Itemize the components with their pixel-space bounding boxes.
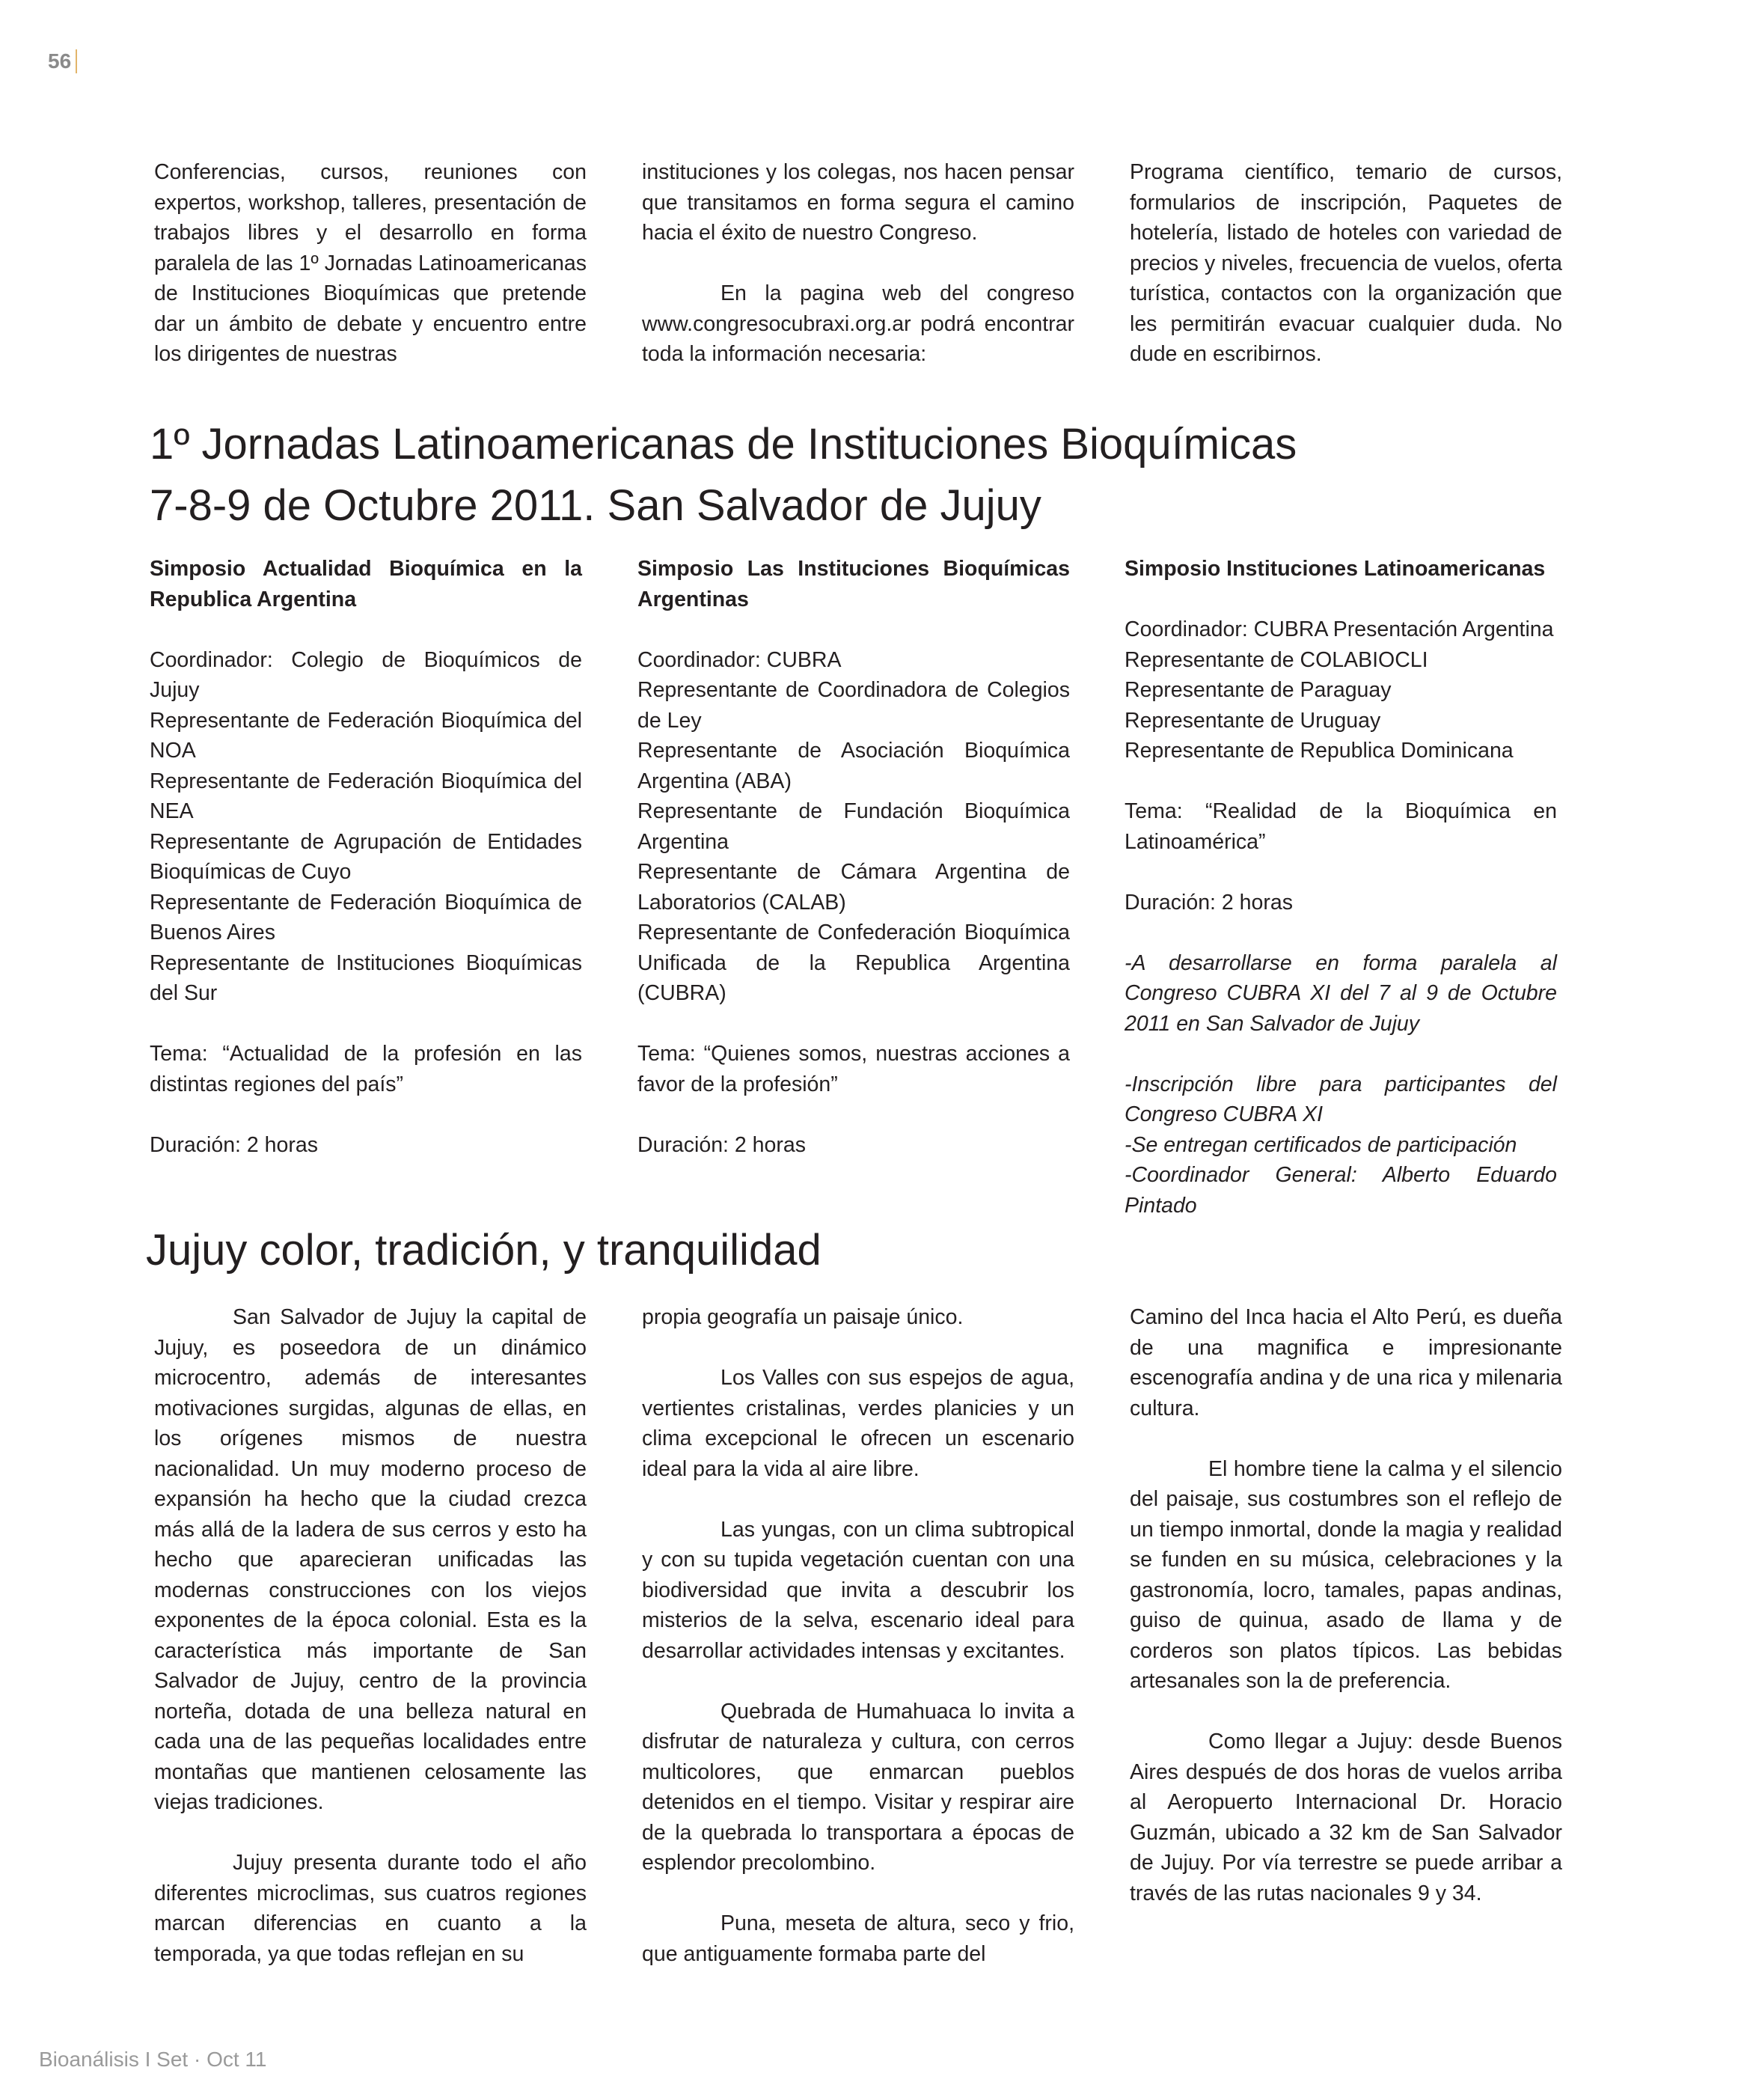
jujuy-column-2 (642, 1302, 1074, 1969)
jujuy-paragraph: Quebrada de Humahuaca lo invita a disfrutar de naturaleza y cultura, con cerros multicolores, que enmarcan pueblos detenidos en el tiempo. Visitar y respirar aire de la quebrada lo transportara a épocas de esplendor precolombino. (642, 1699, 1074, 1875)
symposium-duration: Duración: 2 horas (150, 1132, 318, 1157)
jujuy-paragraph: Las yungas, con un clima subtropical y con su tupida vegetación cuentan con una biodiversidad que invita a descubrir los misterios de la selva, escenario ideal para desarrollar actividades intensas y excitantes. (642, 1517, 1074, 1663)
symposium-note: -Inscripción libre para participantes del Congreso CUBRA XI (1125, 1072, 1557, 1126)
symposium-representative: Representante de Federación Bioquímica del NOA (150, 708, 582, 763)
jujuy-paragraph: Puna, meseta de altura, seco y frio, que antiguamente formaba parte del (642, 1911, 1074, 1966)
symposium-representative: Representante de Confederación Bioquímica Unificada de la Republica Argentina (CUBRA) (637, 921, 1070, 1005)
symposium-tema: Tema: “Actualidad de la profesión en las distintas regiones del país” (150, 1042, 582, 1096)
symposium-coordinator: Coordinador: Colegio de Bioquímicos de Jujuy (150, 647, 582, 702)
jujuy-title: Jujuy color, tradición, y tranquilidad (146, 1226, 822, 1275)
symposium-representative: Representante de Cámara Argentina de Laboratorios (CALAB) (637, 860, 1070, 915)
intro-column-1 (154, 157, 587, 370)
jornadas-title-line-2: 7-8-9 de Octubre 2011. San Salvador de Jujuy (150, 481, 1041, 530)
intro-paragraph: instituciones y los colegas, nos hacen pensar que transitamos en forma segura el camino hacia el éxito de nuestro Congreso. (642, 160, 1074, 245)
symposium-representative: Representante de COLABIOCLI (1125, 647, 1428, 672)
symposium-coordinator: Coordinador: CUBRA (637, 647, 842, 672)
symposium-2 (637, 554, 1070, 1160)
symposium-duration: Duración: 2 horas (637, 1132, 806, 1157)
intro-paragraph: Conferencias, cursos, reuniones con expertos, workshop, talleres, presentación de trabajos libres y el desarrollo en forma paralela de las 1º Jornadas Latinoamericanas de Instituciones Bioquímicas que pretende dar un ámbito de debate y encuentro entre los dirigentes de nuestras (154, 160, 587, 366)
jujuy-paragraph: Como llegar a Jujuy: desde Buenos Aires después de dos horas de vuelos arriba al Aeropuerto Internacional Dr. Horacio Guzmán, ubicado a 32 km de San Salvador de Jujuy. Por vía terrestre se puede arribar a través de las rutas nacionales 9 y 34. (1130, 1730, 1562, 1905)
intro-column-3 (1130, 157, 1562, 370)
jujuy-paragraph: Jujuy presenta durante todo el año diferentes microclimas, sus cuatros regiones marcan diferencias en cuanto a la temporada, ya que todas reflejan en su (154, 1851, 587, 1966)
jujuy-paragraph: Camino del Inca hacia el Alto Perú, es dueña de una magnifica e impresionante escenografía andina y de una rica y milenaria cultura. (1130, 1305, 1562, 1420)
symposium-3 (1125, 554, 1557, 1221)
jujuy-paragraph: Los Valles con sus espejos de agua, vertientes cristalinas, verdes planicies y un clima excepcional le ofrecen un escenario ideal para la vida al aire libre. (642, 1366, 1074, 1481)
intro-column-2 (642, 157, 1074, 370)
jujuy-paragraph: San Salvador de Jujuy la capital de Jujuy, es poseedora de un dinámico microcentro, además de interesantes motivaciones surgidas, algunas de ellas, en los orígenes mismos de nuestra nacionalidad. Un muy moderno proceso de expansión ha hecho que la ciudad crezca más allá de la ladera de sus cerros y esto ha hecho que aparecieran unificadas las modernas construcciones con los viejos exponentes de la época colonial. Esta es la característica más importante de San Salvador de Jujuy, centro de la provincia norteña, dotada de una belleza natural en cada una de las pequeñas localidades entre montañas que mantienen celosamente las viejas tradiciones. (154, 1305, 587, 1814)
symposium-coordinator: Coordinador: CUBRA Presentación Argentina (1125, 617, 1554, 641)
page-number: 56 (48, 49, 77, 73)
symposium-tema: Tema: “Realidad de la Bioquímica en Latinoamérica” (1125, 799, 1557, 854)
jujuy-paragraph: El hombre tiene la calma y el silencio del paisaje, sus costumbres son el reflejo de un tiempo inmortal, donde la magia y realidad se funden en su música, celebraciones y la gastronomía, locro, tamales, papas andinas, guiso de quinua, asado de llama y de corderos son platos típicos. Las bebidas artesanales son la de preferencia. (1130, 1456, 1562, 1693)
page-footer: Bioanálisis I Set · Oct 11 (39, 2048, 267, 2071)
jornadas-title (150, 414, 1297, 537)
symposium-title: Simposio Las Instituciones Bioquímicas Argentinas (637, 557, 1070, 611)
intro-paragraph: Programa científico, temario de cursos, formularios de inscripción, Paquetes de hotelería, listado de hoteles con variedad de precios y niveles, frecuencia de vuelos, oferta turística, contactos con la organización que les permitirán evacuar cualquier duda. No dude en escribirnos. (1130, 160, 1562, 366)
symposium-1 (150, 554, 582, 1160)
symposium-representative: Representante de Agrupación de Entidades Bioquímicas de Cuyo (150, 829, 582, 884)
jujuy-column-1 (154, 1302, 587, 1969)
jornadas-title-line-1: 1º Jornadas Latinoamericanas de Instituciones Bioquímicas (150, 420, 1297, 468)
symposium-note: -Se entregan certificados de participación (1125, 1132, 1517, 1157)
symposium-title: Simposio Instituciones Latinoamericanas (1125, 557, 1546, 581)
symposium-representative: Representante de Federación Bioquímica del NEA (150, 769, 582, 823)
jujuy-paragraph: propia geografía un paisaje único. (642, 1305, 964, 1329)
symposium-representative: Representante de Federación Bioquímica de Buenos Aires (150, 890, 582, 944)
symposium-representative: Representante de Republica Dominicana (1125, 739, 1514, 763)
symposium-representative: Representante de Fundación Bioquímica Argentina (637, 799, 1070, 854)
symposium-representative: Representante de Uruguay (1125, 708, 1381, 733)
intro-paragraph: En la pagina web del congreso www.congresocubraxi.org.ar podrá encontrar toda la información necesaria: (642, 281, 1074, 366)
symposium-representative: Representante de Paraguay (1125, 678, 1392, 702)
symposium-note: -Coordinador General: Alberto Eduardo Pintado (1125, 1163, 1557, 1218)
symposium-representative: Representante de Asociación Bioquímica Argentina (ABA) (637, 739, 1070, 793)
symposium-representative: Representante de Coordinadora de Colegios de Ley (637, 678, 1070, 733)
symposium-duration: Duración: 2 horas (1125, 890, 1293, 915)
symposium-title: Simposio Actualidad Bioquímica en la Republica Argentina (150, 557, 582, 611)
symposium-note: -A desarrollarse en forma paralela al Congreso CUBRA XI del 7 al 9 de Octubre 2011 en San Salvador de Jujuy (1125, 950, 1557, 1036)
symposium-representative: Representante de Instituciones Bioquímicas del Sur (150, 950, 582, 1005)
jujuy-column-3 (1130, 1302, 1562, 1908)
symposium-tema: Tema: “Quienes somos, nuestras acciones a favor de la profesión” (637, 1042, 1070, 1096)
